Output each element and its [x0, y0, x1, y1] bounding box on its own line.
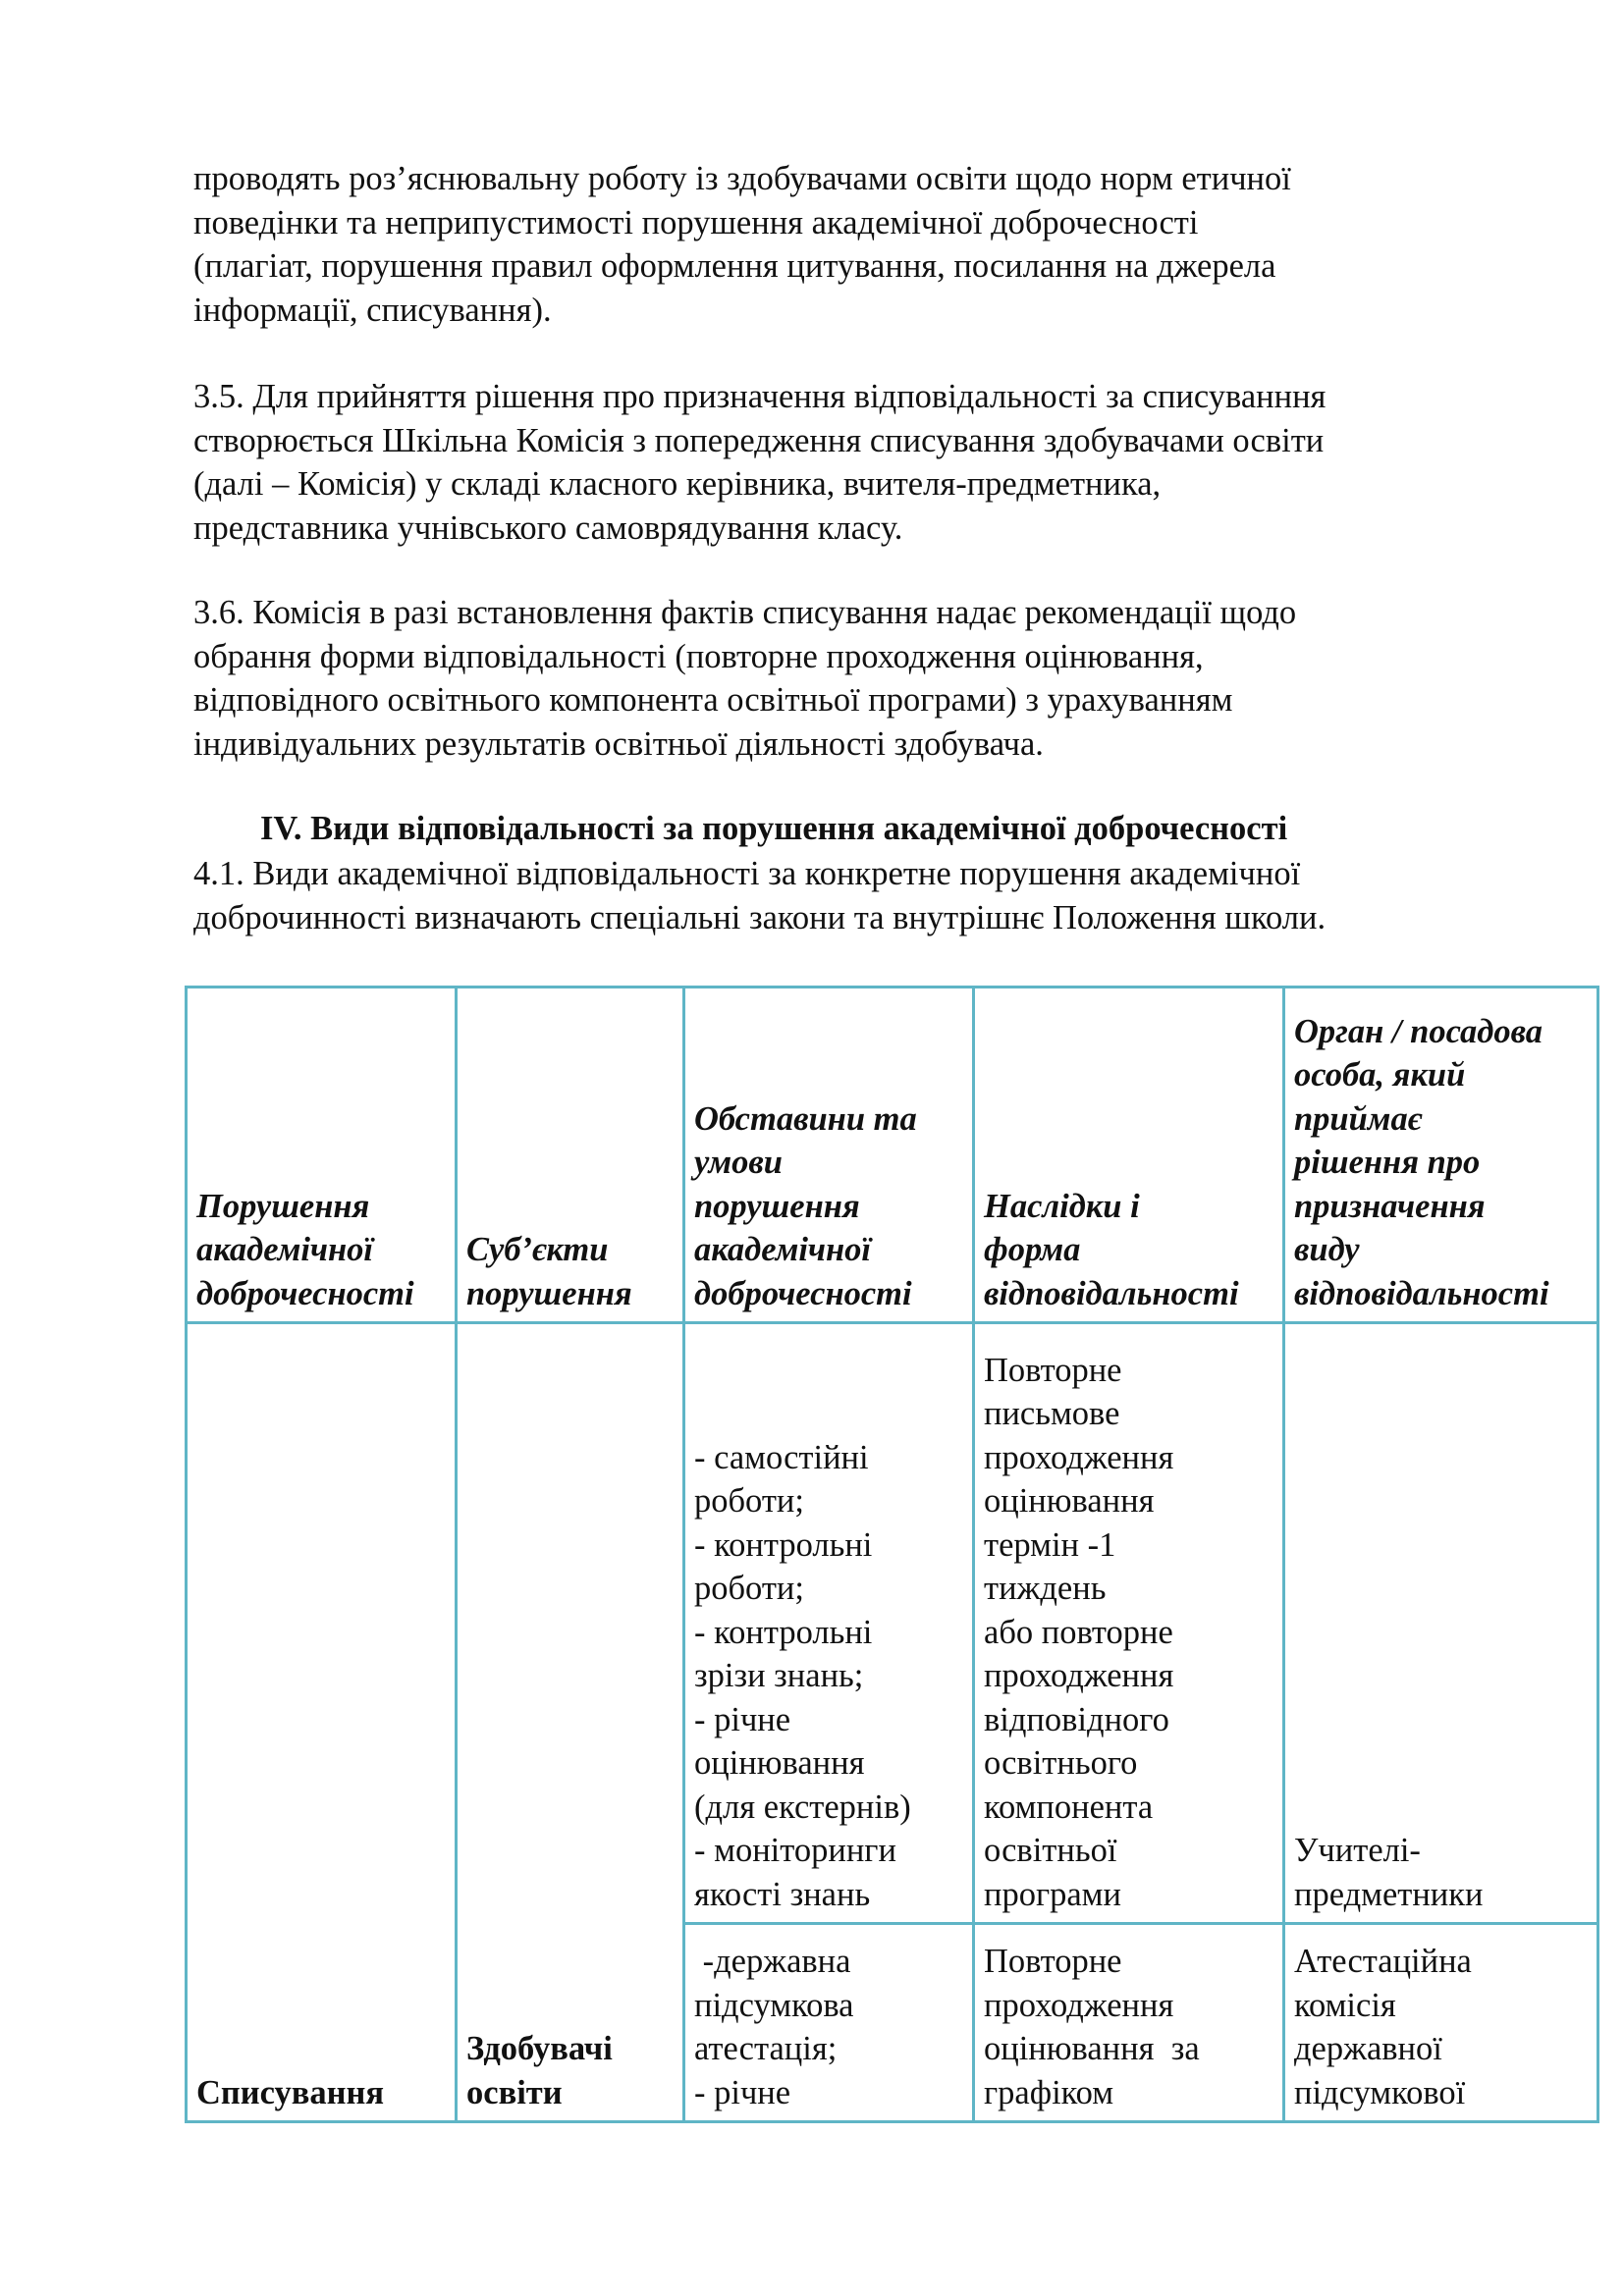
text-line: індивідуальних результатів освітньої діяльності здобувача.	[193, 724, 1044, 763]
text-line: 3.5. Для прийняття рішення про призначення відповідальності за списуванння	[193, 378, 1326, 415]
paragraph-3-6	[193, 591, 1509, 766]
paragraph-4-1	[193, 852, 1509, 939]
cell-consequences: Повторне проходження оцінювання за графіком	[974, 1924, 1284, 2122]
text-line: доброчинності визначають спеціальні закони та внутрішнє Положення школи.	[193, 898, 1326, 936]
text-line: поведінки та неприпустимості порушення академічної доброчесності	[193, 203, 1199, 241]
text-line: представника учнівського самоврядування класу.	[193, 508, 903, 547]
responsibility-table	[185, 986, 1599, 2123]
cell-authority: Учителі- предметники	[1284, 1323, 1598, 1924]
text-line: інформації, списування).	[193, 291, 552, 329]
cell-circumstances: - самостійні роботи; - контрольні роботи; - контрольні зрізи знань; - річне оцінювання (для екстернів) - моніторинги якості знань	[684, 1323, 974, 1924]
header-consequences: Наслідки і форма відповідальності	[974, 988, 1284, 1323]
paragraph-intro	[193, 157, 1509, 332]
header-subjects: Суб’єкти порушення	[457, 988, 684, 1323]
text-line: відповідного освітнього компонента освітньої програми) з урахуванням	[193, 681, 1233, 719]
paragraph-3-5	[193, 375, 1509, 550]
text-line: 4.1. Види академічної відповідальності за конкретне порушення академічної	[193, 855, 1301, 892]
text-line: створюється Шкільна Комісія з попередження списування здобувачами освіти	[193, 421, 1325, 459]
text-line: (плагіат, порушення правил оформлення цитування, посилання на джерела	[193, 247, 1276, 285]
header-violation: Порушення академічної доброчесності	[187, 988, 457, 1323]
text-line: (далі – Комісія) у складі класного керівника, вчителя-предметника,	[193, 465, 1162, 503]
text-line: проводять роз’яснювальну роботу із здобувачами освіти щодо норм етичної	[193, 160, 1291, 197]
table-row	[187, 1323, 1598, 1924]
header-circumstances: Обставини та умови порушення академічної доброчесності	[684, 988, 974, 1323]
section-heading: IV. Види відповідальності за порушення академічної доброчесності	[260, 810, 1288, 847]
cell-authority: Атестаційна комісія державної підсумкової	[1284, 1924, 1598, 2122]
text-line: обрання форми відповідальності (повторне проходження оцінювання,	[193, 637, 1204, 675]
header-authority: Орган / посадова особа, який приймає рішення про призначення виду відповідальності	[1284, 988, 1598, 1323]
cell-violation: Списування	[187, 1323, 457, 2122]
cell-consequences: Повторне письмове проходження оцінювання термін -1 тиждень або повторне проходження відповідного освітнього компонента освітньої програми	[974, 1323, 1284, 1924]
cell-circumstances: -державна підсумкова атестація; - річне	[684, 1924, 974, 2122]
cell-subjects: Здобувачі освіти	[457, 1323, 684, 2122]
table-header-row	[187, 988, 1598, 1323]
text-line: 3.6. Комісія в разі встановлення фактів списування надає рекомендації щодо	[193, 594, 1297, 631]
